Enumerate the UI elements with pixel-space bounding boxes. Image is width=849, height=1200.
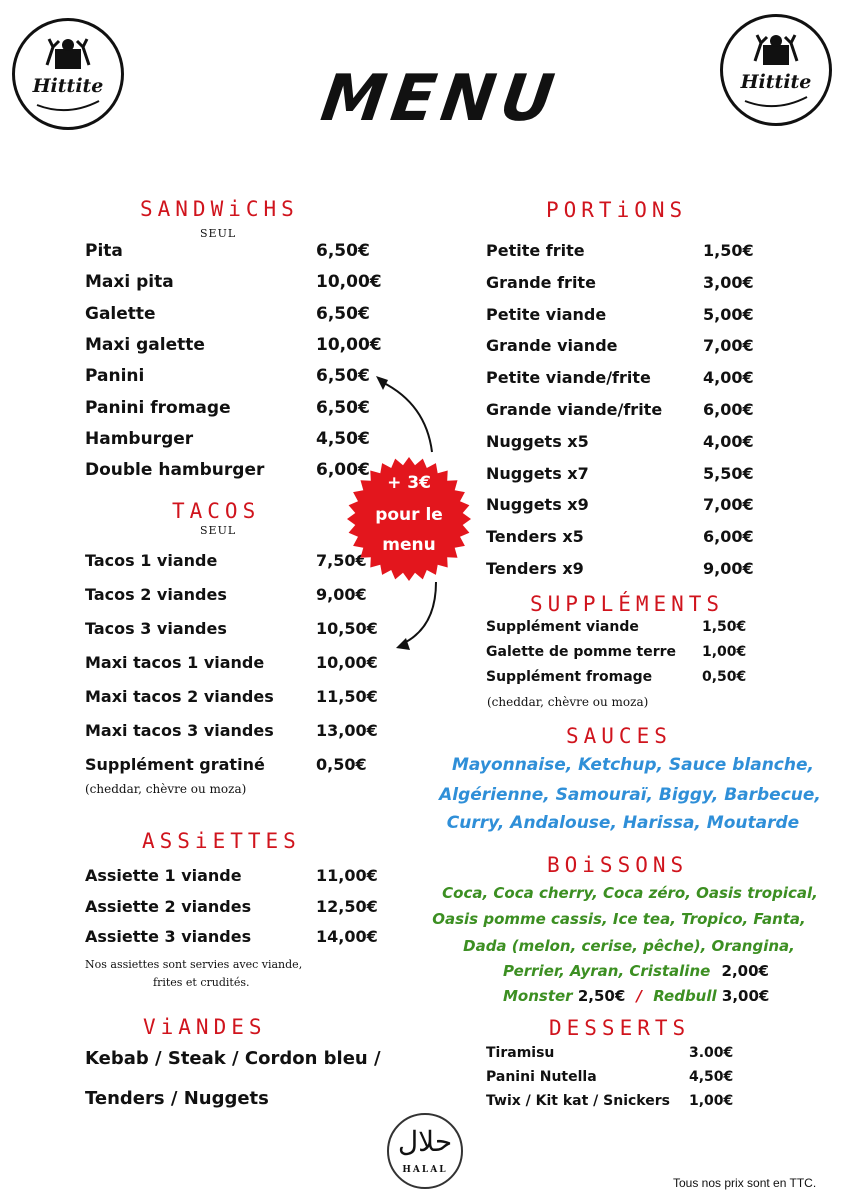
halal-label: HALAL [402, 1165, 448, 1175]
portion-item-name: Nuggets x7 [486, 464, 589, 483]
sandwich-item-name: Double hamburger [85, 460, 265, 480]
boissons-line-2: Oasis pomme cassis, Ice tea, Tropico, Fanta, [432, 910, 806, 928]
sandwich-item [85, 241, 386, 265]
portion-item-price: 5,50€ [703, 464, 754, 483]
assiette-item-price: 14,00€ [316, 927, 378, 946]
tacos-item-price: 0,50€ [316, 755, 367, 774]
redbull-price: 3,00€ [721, 987, 770, 1005]
portion-item-name: Grande viande/frite [486, 400, 663, 419]
portion-item-price: 1,50€ [703, 241, 754, 260]
arrow-down-icon [402, 582, 436, 644]
tacos-item-name: Tacos 1 viande [85, 551, 218, 570]
sandwich-item-name: Hamburger [85, 429, 194, 449]
tacos-item [85, 653, 386, 677]
dessert-item [486, 1069, 759, 1093]
arrow-up-icon [382, 382, 432, 452]
portion-item-name: Nuggets x5 [486, 432, 589, 451]
tacos-item-price: 7,50€ [316, 551, 367, 570]
badge-line3: menu [382, 535, 436, 555]
assiette-item-price: 12,50€ [316, 897, 378, 916]
badge-line1: + 3€ [387, 473, 431, 493]
portion-item-price: 3,00€ [703, 273, 754, 292]
portion-item [486, 432, 773, 456]
portion-item-price: 5,00€ [703, 305, 754, 324]
dessert-item-price: 4,50€ [689, 1069, 734, 1085]
section-title-tacos: TACOS [172, 499, 261, 523]
portion-item [486, 241, 773, 265]
logo-left [12, 18, 124, 130]
deer-emblem-icon [15, 21, 121, 127]
section-subtitle-tacos: SEUL [200, 524, 237, 537]
portion-item-name: Tenders x5 [486, 527, 584, 546]
boissons-line-4-text: Perrier, Ayran, Cristaline [503, 962, 711, 980]
tacos-item-price: 13,00€ [316, 721, 378, 740]
assiette-item [85, 927, 386, 951]
tacos-item-name: Tacos 3 viandes [85, 619, 227, 638]
sandwich-item [85, 398, 386, 422]
halal-logo [387, 1113, 463, 1189]
footer-note: Tous nos prix sont en TTC. [673, 1176, 817, 1190]
assiette-item-name: Assiette 2 viandes [85, 897, 252, 916]
sandwich-item-price: 6,50€ [316, 241, 370, 261]
portion-item-name: Nuggets x9 [486, 495, 589, 514]
boissons-line-1: Coca, Coca cherry, Coca zéro, Oasis tropical, [442, 884, 818, 902]
redbull-name: Redbull [653, 987, 717, 1005]
portion-item-name: Tenders x9 [486, 559, 584, 578]
assiettes-note-line1: Nos assiettes sont servies avec viande, [85, 958, 303, 971]
dessert-item-price: 1,00€ [689, 1093, 734, 1109]
assiette-item-price: 11,00€ [316, 866, 378, 885]
dessert-item-name: Panini Nutella [486, 1069, 597, 1085]
boissons-line-3: Dada (melon, cerise, pêche), Orangina, [463, 937, 795, 955]
tacos-item-price: 10,50€ [316, 619, 378, 638]
sandwich-item-name: Galette [85, 304, 156, 324]
supplement-item-name: Galette de pomme terre [486, 644, 677, 660]
boissons-line-5 [503, 987, 769, 1005]
logo-right [720, 14, 832, 126]
sandwich-item [85, 429, 386, 453]
sandwich-item-name: Panini [85, 366, 145, 386]
supplement-item-name: Supplément fromage [486, 669, 653, 685]
sandwich-item-name: Maxi galette [85, 335, 205, 355]
dessert-item-price: 3.00€ [689, 1045, 734, 1061]
sandwich-item-price: 6,50€ [316, 398, 370, 418]
section-title-supplements: SUPPLÉMENTS [530, 592, 725, 616]
portion-item [486, 336, 773, 360]
section-subtitle-sandwichs: SEUL [200, 227, 237, 240]
sandwich-item-price: 10,00€ [316, 272, 382, 292]
portion-item-name: Grande viande [486, 336, 618, 355]
sandwich-item-price: 6,00€ [316, 460, 370, 480]
supplement-item [486, 619, 772, 643]
tacos-item-price: 10,00€ [316, 653, 378, 672]
halal-arabic: حلال [397, 1125, 453, 1158]
portion-item-price: 6,00€ [703, 527, 754, 546]
portion-item-price: 7,00€ [703, 495, 754, 514]
sandwich-item [85, 366, 386, 390]
sandwich-item-price: 4,50€ [316, 429, 370, 449]
dessert-item [486, 1093, 759, 1117]
drink-separator: / [636, 987, 642, 1005]
portion-item [486, 495, 773, 519]
logo-left-brand: Hittite [32, 75, 104, 97]
sandwich-item-name: Maxi pita [85, 272, 174, 292]
assiette-item [85, 866, 386, 890]
sandwich-item-price: 6,50€ [316, 366, 370, 386]
portion-item [486, 273, 773, 297]
portion-item-price: 4,00€ [703, 368, 754, 387]
tacos-item [85, 619, 386, 643]
supplement-item-name: Supplément viande [486, 619, 639, 635]
menu-supplement-badge [347, 457, 471, 581]
portion-item-price: 6,00€ [703, 400, 754, 419]
tacos-item [85, 585, 386, 609]
tacos-item-name: Maxi tacos 2 viandes [85, 687, 274, 706]
supplements-note: (cheddar, chèvre ou moza) [487, 695, 649, 709]
portion-item-price: 4,00€ [703, 432, 754, 451]
dessert-item [486, 1045, 759, 1069]
portion-item [486, 368, 773, 392]
sauces-line-2: Algérienne, Samouraï, Biggy, Barbecue, [439, 785, 821, 805]
boissons-line-4 [503, 962, 769, 980]
sauces-line-1: Mayonnaise, Ketchup, Sauce blanche, [452, 755, 814, 775]
assiette-item-name: Assiette 1 viande [85, 866, 242, 885]
assiettes-note-line2: frites et crudités. [153, 976, 250, 989]
tacos-item-name: Maxi tacos 1 viande [85, 653, 265, 672]
supplement-item-price: 0,50€ [702, 669, 747, 685]
tacos-item-name: Maxi tacos 3 viandes [85, 721, 274, 740]
tacos-item-price: 11,50€ [316, 687, 378, 706]
sandwich-item-name: Panini fromage [85, 398, 231, 418]
viandes-line2: Tenders / Nuggets [85, 1088, 269, 1109]
tacos-note: (cheddar, chèvre ou moza) [85, 782, 247, 796]
portion-item [486, 559, 773, 583]
deer-emblem-icon [723, 17, 829, 123]
sandwich-item [85, 335, 386, 359]
sandwich-item-name: Pita [85, 241, 123, 261]
portion-item [486, 400, 773, 424]
sandwich-item [85, 460, 386, 484]
section-title-desserts: DESSERTS [549, 1016, 691, 1040]
section-title-viandes: ViANDES [143, 1015, 267, 1039]
portion-item [486, 527, 773, 551]
portion-item-price: 9,00€ [703, 559, 754, 578]
dessert-item-name: Tiramisu [486, 1045, 555, 1061]
supplement-item [486, 644, 772, 668]
supplement-item-price: 1,00€ [702, 644, 747, 660]
logo-right-brand: Hittite [740, 71, 812, 93]
section-title-boissons: BOiSSONS [547, 853, 689, 877]
section-title-portions: PORTiONS [546, 198, 688, 222]
tacos-item-name: Supplément gratiné [85, 755, 265, 774]
sandwich-item-price: 10,00€ [316, 335, 382, 355]
sandwich-item [85, 304, 386, 328]
tacos-item [85, 551, 386, 575]
tacos-item-price: 9,00€ [316, 585, 367, 604]
portion-item [486, 305, 773, 329]
tacos-item [85, 755, 386, 779]
tacos-item [85, 687, 386, 711]
monster-price: 2,50€ [577, 987, 626, 1005]
tacos-item [85, 721, 386, 745]
page-title: MENU [316, 62, 565, 136]
section-title-sauces: SAUCES [566, 724, 672, 748]
dessert-item-name: Twix / Kit kat / Snickers [486, 1093, 670, 1109]
tacos-item-name: Tacos 2 viandes [85, 585, 227, 604]
supplement-item [486, 669, 772, 693]
portion-item-name: Petite viande/frite [486, 368, 651, 387]
monster-name: Monster [503, 987, 573, 1005]
portion-item-name: Grande frite [486, 273, 596, 292]
sauces-line-3: Curry, Andalouse, Harissa, Moutarde [446, 813, 800, 833]
sandwich-item-price: 6,50€ [316, 304, 370, 324]
portion-item-name: Petite frite [486, 241, 585, 260]
sandwich-item [85, 272, 386, 296]
portion-item-name: Petite viande [486, 305, 607, 324]
assiette-item [85, 897, 386, 921]
boissons-line-4-price: 2,00€ [721, 962, 769, 980]
arrow-up-head-icon [376, 376, 388, 390]
assiette-item-name: Assiette 3 viandes [85, 927, 252, 946]
supplement-item-price: 1,50€ [702, 619, 747, 635]
portion-item-price: 7,00€ [703, 336, 754, 355]
section-title-sandwichs: SANDWiCHS [140, 197, 299, 221]
section-title-assiettes: ASSiETTES [142, 829, 301, 853]
viandes-line1: Kebab / Steak / Cordon bleu / [85, 1048, 381, 1069]
badge-line2: pour le [375, 505, 443, 525]
portion-item [486, 464, 773, 488]
